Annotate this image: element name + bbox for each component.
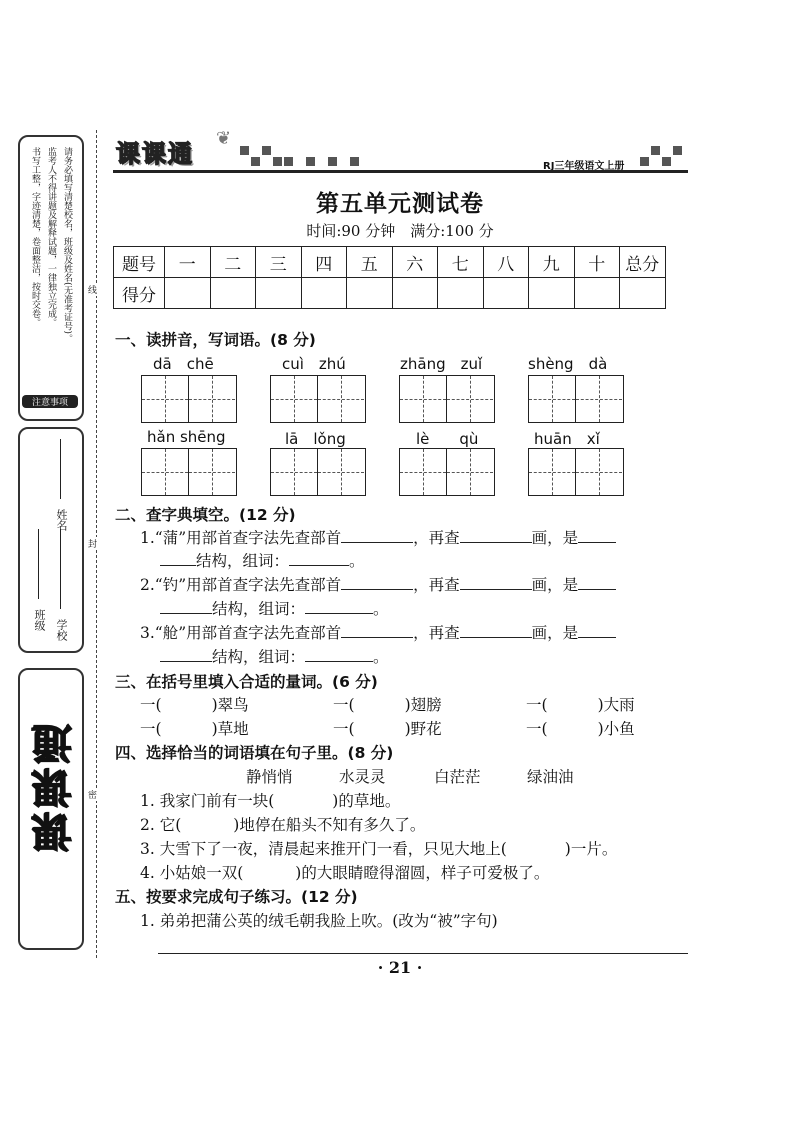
score-input-cell[interactable] [483, 278, 529, 309]
pinyin-label: zhāng zuǐ [400, 355, 483, 373]
question-line [140, 573, 616, 595]
header-logo: 课课通 [116, 140, 194, 168]
section-5-title: 五、按要求完成句子练习。(12 分) [115, 888, 358, 906]
name-label: 姓名 [55, 509, 68, 531]
answer-blank[interactable] [160, 551, 196, 566]
school-field[interactable] [60, 529, 61, 609]
bind-char-close: 密 [88, 788, 97, 801]
exam-time-score: 时间:90 分钟 满分:100 分 [306, 222, 494, 240]
notice-note-2: 监考人不得讲题及解释试题，一律独立完成。 [46, 147, 56, 327]
answer-blank[interactable] [578, 575, 616, 590]
question-text: 3.“舱”用部首查字法先查部首 [140, 624, 342, 642]
table-cell: 五 [347, 247, 393, 278]
question-text: 一( [333, 696, 355, 714]
answer-blank[interactable] [160, 647, 212, 662]
score-table-header-row [114, 247, 666, 278]
answer-blank[interactable] [460, 575, 532, 590]
question-line [140, 837, 617, 859]
answer-blank[interactable] [289, 551, 349, 566]
brand-vertical: 课课通 [32, 720, 78, 852]
pinyin-label: lè qù [416, 430, 479, 448]
question-text: 一( [526, 696, 548, 714]
question-text: ，再查 [413, 576, 460, 594]
measure-word-item [526, 693, 635, 715]
writing-box[interactable] [399, 448, 495, 496]
question-text: )小鱼 [597, 720, 635, 738]
question-text: 结构，组词： [196, 552, 290, 570]
question-text: ，再查 [413, 624, 460, 642]
pinyin-label: shèng dà [528, 355, 608, 373]
question-text: 1. 我家门前有一块( [140, 792, 275, 810]
question-text: )地停在船头不知有多久了。 [233, 816, 426, 834]
section-4-title: 四、选择恰当的词语填在句子里。(8 分) [115, 744, 394, 762]
notice-note-3: 书写工整，字迹清楚，卷面整洁，按时交卷。 [30, 147, 40, 327]
question-line: 1. 弟弟把蒲公英的绒毛朝我脸上吹。(改为“被”字句) [140, 912, 498, 930]
table-cell: 七 [438, 247, 484, 278]
table-cell: 十 [574, 247, 620, 278]
grade-label: RJ三年级语文上册 [543, 161, 625, 172]
question-text: 2.“钓”用部首查字法先查部首 [140, 576, 342, 594]
question-line [140, 621, 616, 643]
question-text: 。 [373, 600, 389, 618]
notice-box [18, 135, 84, 421]
class-field[interactable] [38, 529, 39, 599]
answer-blank[interactable] [160, 599, 212, 614]
question-line [160, 549, 365, 571]
table-cell: 一 [165, 247, 211, 278]
table-cell: 九 [529, 247, 575, 278]
answer-blank[interactable] [578, 528, 616, 543]
question-text: 2. 它( [140, 816, 182, 834]
pinyin-label: hǎn shēng [147, 428, 226, 446]
score-table [113, 246, 666, 309]
question-text: 4. 小姑娘一双( [140, 864, 244, 882]
bind-char-seal: 封 [88, 537, 97, 550]
question-text: 画，是 [531, 624, 579, 642]
answer-line[interactable] [158, 953, 688, 954]
section-2-title: 二、查字典填空。(12 分) [115, 506, 296, 524]
table-cell: 总分 [620, 247, 666, 278]
name-field[interactable] [60, 439, 61, 499]
score-input-cell[interactable] [256, 278, 302, 309]
word-bank-item: 水灵灵 [339, 768, 386, 786]
measure-word-item [333, 693, 442, 715]
writing-box[interactable] [528, 375, 624, 423]
word-bank-item: 静悄悄 [246, 768, 293, 786]
question-text: 一( [140, 696, 162, 714]
question-text: 画，是 [531, 529, 579, 547]
writing-box[interactable] [399, 375, 495, 423]
score-input-cell[interactable] [301, 278, 347, 309]
question-text: 。 [349, 552, 365, 570]
score-table-score-row [114, 278, 666, 309]
table-cell: 八 [483, 247, 529, 278]
student-info-box [18, 427, 84, 653]
pinyin-label: cuì zhú [282, 355, 346, 373]
answer-blank[interactable] [341, 528, 413, 543]
score-input-cell[interactable] [574, 278, 620, 309]
question-text: )翠鸟 [211, 696, 249, 714]
table-cell: 题号 [114, 247, 165, 278]
word-bank-item: 白茫茫 [434, 768, 481, 786]
question-line [140, 861, 549, 883]
logo-leaf-icon: ❦ [216, 128, 232, 149]
measure-word-item [333, 717, 442, 739]
writing-box[interactable] [141, 448, 237, 496]
question-text: 一( [333, 720, 355, 738]
notice-note-1: 请务必填写清楚校名，班级及姓名(无准考证号)。 [62, 147, 72, 344]
score-input-cell[interactable] [165, 278, 211, 309]
measure-word-item [140, 693, 249, 715]
page-title: 第五单元测试卷 [316, 191, 484, 217]
header-rule [113, 170, 688, 173]
question-text: )大雨 [597, 696, 635, 714]
word-bank-item: 绿油油 [527, 768, 574, 786]
question-text: )的大眼睛瞪得溜圆，样子可爱极了。 [295, 864, 550, 882]
notice-label: 注意事项 [22, 395, 78, 408]
score-input-cell[interactable] [438, 278, 484, 309]
table-cell: 得分 [114, 278, 165, 309]
header-decoration [0, 146, 800, 168]
score-input-cell[interactable] [210, 278, 256, 309]
answer-blank[interactable] [341, 623, 413, 638]
answer-blank[interactable] [460, 623, 532, 638]
question-text: 结构，组词： [212, 600, 306, 618]
question-text: )野花 [404, 720, 442, 738]
pinyin-label: dā chē [153, 355, 214, 373]
score-input-cell[interactable] [620, 278, 666, 309]
question-text: )草地 [211, 720, 249, 738]
question-text: 一( [526, 720, 548, 738]
answer-blank[interactable] [460, 528, 532, 543]
question-text: 3. 大雪下了一夜，清晨起来推开门一看，只见大地上( [140, 840, 507, 858]
section-3-title: 三、在括号里填入合适的量词。(6 分) [115, 673, 378, 691]
answer-blank[interactable] [305, 647, 373, 662]
question-line [160, 645, 389, 667]
score-input-cell[interactable] [529, 278, 575, 309]
question-line [160, 597, 389, 619]
question-text: )的草地。 [332, 792, 401, 810]
measure-word-item [526, 717, 635, 739]
writing-box[interactable] [270, 448, 366, 496]
bind-char-line: 线 [88, 283, 97, 296]
answer-blank[interactable] [578, 623, 616, 638]
question-text: 。 [373, 648, 389, 666]
writing-box[interactable] [528, 448, 624, 496]
question-text: 一( [140, 720, 162, 738]
pinyin-label: huān xǐ [534, 430, 600, 448]
answer-blank[interactable] [341, 575, 413, 590]
question-line [140, 813, 425, 835]
question-line [140, 789, 400, 811]
class-label: 班级 [33, 609, 46, 631]
table-cell: 二 [210, 247, 256, 278]
question-text: )翅膀 [404, 696, 442, 714]
writing-box[interactable] [141, 375, 237, 423]
answer-blank[interactable] [305, 599, 373, 614]
question-text: 画，是 [531, 576, 579, 594]
measure-word-item [140, 717, 249, 739]
question-text: 1.“蒲”用部首查字法先查部首 [140, 529, 342, 547]
question-line [140, 526, 616, 548]
page-number: · 21 · [377, 958, 423, 977]
section-1-title: 一、读拼音，写词语。(8 分) [115, 331, 316, 349]
brand-box [18, 668, 84, 950]
question-text: 结构，组词： [212, 648, 306, 666]
school-label: 学校 [55, 619, 68, 641]
table-cell: 三 [256, 247, 302, 278]
question-text: ，再查 [413, 529, 460, 547]
pinyin-label: lā lǒng [285, 430, 346, 448]
table-cell: 六 [392, 247, 438, 278]
writing-box[interactable] [270, 375, 366, 423]
table-cell: 四 [301, 247, 347, 278]
score-input-cell[interactable] [347, 278, 393, 309]
question-text: )一片。 [564, 840, 618, 858]
score-input-cell[interactable] [392, 278, 438, 309]
